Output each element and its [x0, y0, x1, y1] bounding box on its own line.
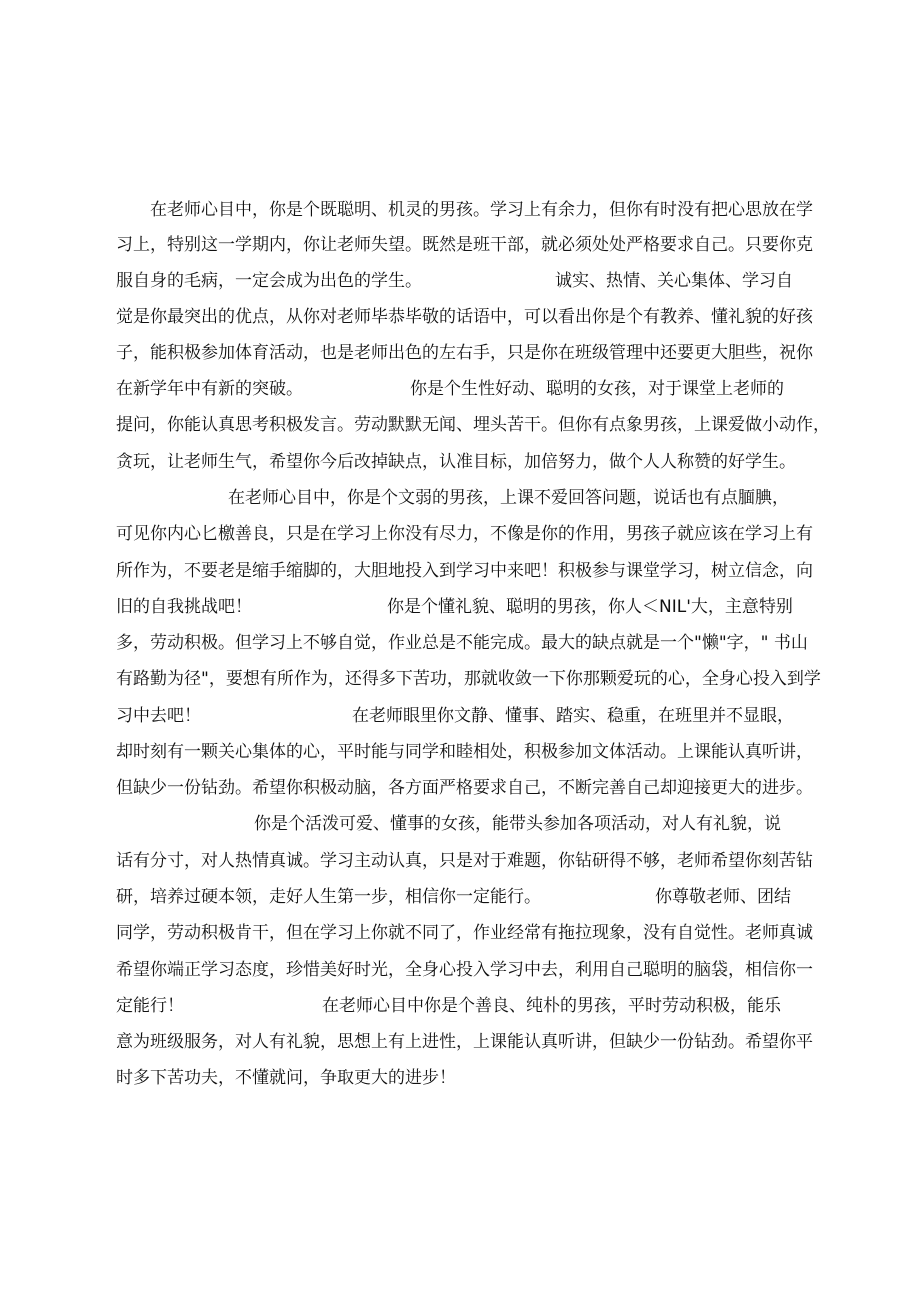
text-segment: 服自身的毛病，一定会成为出色的学生。 [116, 271, 422, 291]
text-line [0, 266, 920, 296]
text-segment: 贪玩，让老师生气，希望你今后改掉缺点，认准目标，加倍努力，做个人人称赞的好学生。 [116, 452, 796, 472]
text-line [0, 338, 920, 368]
text-segment: 希望你端正学习态度，珍惜美好时光，全身心投入学习中去，利用自己聪明的脑袋，相信你一 [116, 960, 813, 980]
text-segment: 旧的自我挑战吧！ [116, 597, 252, 617]
text-line [0, 556, 920, 586]
text-segment: 你是个活泼可爱、懂事的女孩，能带头参加各项活动，对人有礼貌，说 [254, 814, 781, 834]
text-line [0, 773, 920, 803]
text-segment: 提问，你能认真思考积极发言。劳动默默无闻、埋头苦干。但你有点象男孩，上课爱做小动作， [116, 415, 830, 435]
text-segment: 在老师眼里你文静、懂事、踏实、稳重，在班里并不显眼， [352, 706, 794, 726]
text-line [0, 519, 920, 549]
text-line [0, 809, 920, 839]
text-line [0, 846, 920, 876]
text-segment: 但缺少一份钻劲。希望你积极动脑，各方面严格要求自己，不断完善自己却迎接更大的进步。 [116, 778, 813, 798]
text-segment: 多，劳动积极。但学习上不够自觉，作业总是不能完成。最大的缺点就是一个"懒"字，" 书山 [116, 633, 808, 653]
text-segment: 你尊敬老师、团结 [655, 887, 791, 907]
text-segment: 习上，特别这一学期内，你让老师失望。既然是班干部，就必须处处严格要求自己。只要你克 [116, 235, 813, 255]
text-segment: 话有分寸，对人热情真诚。学习主动认真，只是对于难题，你钻研得不够，老师希望你刻苦钻 [116, 851, 813, 871]
text-segment: 觉是你最突出的优点，从你对老师毕恭毕敬的话语中，可以看出你是个有教养、懂礼貌的好孩 [116, 307, 813, 327]
text-segment: 所作为，不要老是缩手缩脚的，大胆地投入到学习中来吧！积极参与课堂学习，树立信念，向 [116, 561, 813, 581]
text-line [0, 1063, 920, 1093]
text-segment: 子，能积极参加体育活动，也是老师出色的左右手，只是你在班级管理中还要更大胆些，祝你 [116, 343, 813, 363]
text-line [0, 882, 920, 912]
text-line [0, 592, 920, 622]
text-segment: 你是个懂礼貌、聪明的男孩，你人＜NIL'大，主意特别 [387, 597, 793, 617]
text-line [0, 918, 920, 948]
text-line [0, 701, 920, 731]
text-line [0, 1027, 920, 1057]
text-segment: 有路勤为径"，要想有所作为，还得多下苦功，那就收敛一下你那颗爱玩的心，全身心投入到学 [116, 669, 821, 689]
text-line [0, 410, 920, 440]
text-line [0, 447, 920, 477]
text-line [0, 991, 920, 1021]
text-segment: 时多下苦功夫，不懂就问，争取更大的进步！ [116, 1068, 456, 1088]
text-line [0, 483, 920, 513]
text-line [0, 230, 920, 260]
text-line [0, 737, 920, 767]
text-line [0, 628, 920, 658]
text-segment: 在新学年中有新的突破。 [116, 379, 303, 399]
text-segment: 同学，劳动积极肯干，但在学习上你就不同了，作业经常有拖拉现象，没有自觉性。老师真诚 [116, 923, 813, 943]
text-segment: 研，培养过硬本领，走好人生第一步，相信你一定能行。 [116, 887, 541, 907]
text-line [0, 302, 920, 332]
text-line [0, 195, 920, 225]
text-segment: 在老师心目中，你是个文弱的男孩，上课不爱回答问题，说话也有点腼腆， [228, 488, 789, 508]
text-segment: 却时刻有一颗关心集体的心，平时能与同学和睦相处，积极参加文体活动。上课能认真听讲， [116, 742, 813, 762]
text-line [0, 664, 920, 694]
text-segment: 意为班级服务，对人有礼貌，思想上有上进性，上课能认真听讲，但缺少一份钻劲。希望你平 [116, 1032, 813, 1052]
text-segment: 定能行！ [116, 996, 184, 1016]
text-segment: 在老师心目中你是个善良、纯朴的男孩，平时劳动积极，能乐 [322, 996, 781, 1016]
text-segment: 习中去吧！ [116, 706, 201, 726]
text-segment: 可见你内心匕檄善良，只是在学习上你没有尽力，不像是你的作用，男孩子就应该在学习上有 [116, 524, 813, 544]
text-line [0, 955, 920, 985]
text-segment: 在老师心目中，你是个既聪明、机灵的男孩。学习上有余力，但你有时没有把心思放在学 [150, 200, 813, 220]
text-segment: 诚实、热情、关心集体、学习自 [555, 271, 793, 291]
text-segment: 你是个生性好动、聪明的女孩，对于课堂上老师的 [410, 379, 784, 399]
text-line [0, 374, 920, 404]
